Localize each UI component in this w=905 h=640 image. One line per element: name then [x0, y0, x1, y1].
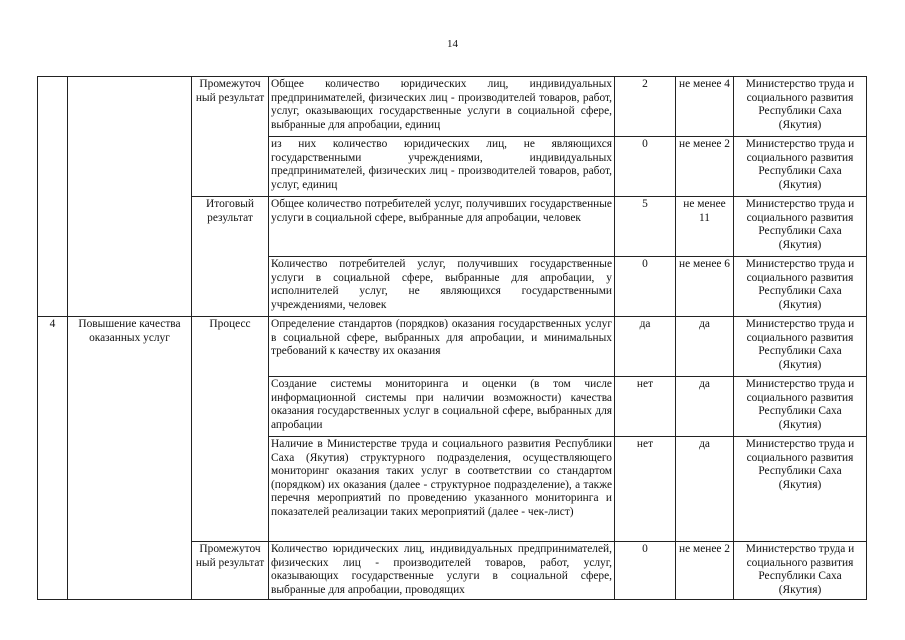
table-row: [38, 77, 867, 137]
target-value-cell: не менее 2: [676, 542, 734, 600]
indicator-cell: Создание системы мониторинга и оценки (в том числе информационной системы при наличии возможности) качества оказания государственных услуг в социальной сфере, выбранных для апробации: [269, 377, 615, 437]
target-value-cell: не менее 2: [676, 137, 734, 197]
base-value-cell: нет: [615, 437, 676, 542]
target-value-cell: не менее 4: [676, 77, 734, 137]
target-value-cell: да: [676, 377, 734, 437]
target-value-cell: да: [676, 317, 734, 377]
base-value-cell: 0: [615, 257, 676, 317]
base-value-cell: 2: [615, 77, 676, 137]
stage-cell: Итоговый результат: [192, 197, 269, 317]
base-value-cell: да: [615, 317, 676, 377]
responsible-org-cell: Министерство труда и социального развития Республики Саха (Якутия): [734, 137, 867, 197]
base-value-cell: нет: [615, 377, 676, 437]
responsible-org-cell: Министерство труда и социального развития Республики Саха (Якутия): [734, 437, 867, 542]
base-value-cell: 5: [615, 197, 676, 257]
indicator-cell: Количество потребителей услуг, получивших государственные услуги в социальной сфере, выбранные для апробации, у исполнителей услуг, не являющихся государственными учреждениями, человек: [269, 257, 615, 317]
row-number-cell: [38, 77, 68, 317]
indicator-cell: из них количество юридических лиц, не являющихся государственными учреждениями, индивидуальных предпринимателей, физических лиц - производителей товаров, работ, услуг, единиц: [269, 137, 615, 197]
task-cell: [68, 77, 192, 317]
responsible-org-cell: Министерство труда и социального развития Республики Саха (Якутия): [734, 377, 867, 437]
responsible-org-cell: Министерство труда и социального развития Республики Саха (Якутия): [734, 197, 867, 257]
stage-cell: Промежуточ ный результат: [192, 542, 269, 600]
stage-cell: Промежуточ ный результат: [192, 77, 269, 197]
responsible-org-cell: Министерство труда и социального развития Республики Саха (Якутия): [734, 542, 867, 600]
indicators-table: [37, 76, 867, 600]
indicator-cell: Общее количество потребителей услуг, получивших государственные услуги в социальной сфере, выбранные для апробации, человек: [269, 197, 615, 257]
indicator-cell: Определение стандартов (порядков) оказания государственных услуг в социальной сфере, выбранных для апробации, и минимальных требований к качеству их оказания: [269, 317, 615, 377]
base-value-cell: 0: [615, 542, 676, 600]
indicator-cell: Наличие в Министерстве труда и социального развития Республики Саха (Якутия) структурного подразделения, осуществляющего мониторинг оказания таких услуг в соответствии со стандартом (порядком) их оказания (далее - структурное подразделение), а также перечня мероприятий по проведению указанного мониторинга и показателей реализации таких мероприятий (далее - чек-лист): [269, 437, 615, 542]
target-value-cell: не менее 11: [676, 197, 734, 257]
base-value-cell: 0: [615, 137, 676, 197]
row-number-cell: 4: [38, 317, 68, 600]
indicator-cell: Общее количество юридических лиц, индивидуальных предпринимателей, физических лиц - производителей товаров, работ, услуг, оказывающих государственные услуги в социальной сфере, выбранные для апробации, единиц: [269, 77, 615, 137]
stage-cell: Процесс: [192, 317, 269, 542]
target-value-cell: да: [676, 437, 734, 542]
responsible-org-cell: Министерство труда и социального развития Республики Саха (Якутия): [734, 257, 867, 317]
task-cell: Повышение качества оказанных услуг: [68, 317, 192, 600]
responsible-org-cell: Министерство труда и социального развития Республики Саха (Якутия): [734, 77, 867, 137]
responsible-org-cell: Министерство труда и социального развития Республики Саха (Якутия): [734, 317, 867, 377]
page-number: 14: [447, 38, 458, 50]
target-value-cell: не менее 6: [676, 257, 734, 317]
indicator-cell: Количество юридических лиц, индивидуальных предпринимателей, физических лиц - производителей товаров, работ, услуг, оказывающих государственные услуги в социальной сфере, выбранные для апробации, проводящих: [269, 542, 615, 600]
table-row: [38, 317, 867, 377]
